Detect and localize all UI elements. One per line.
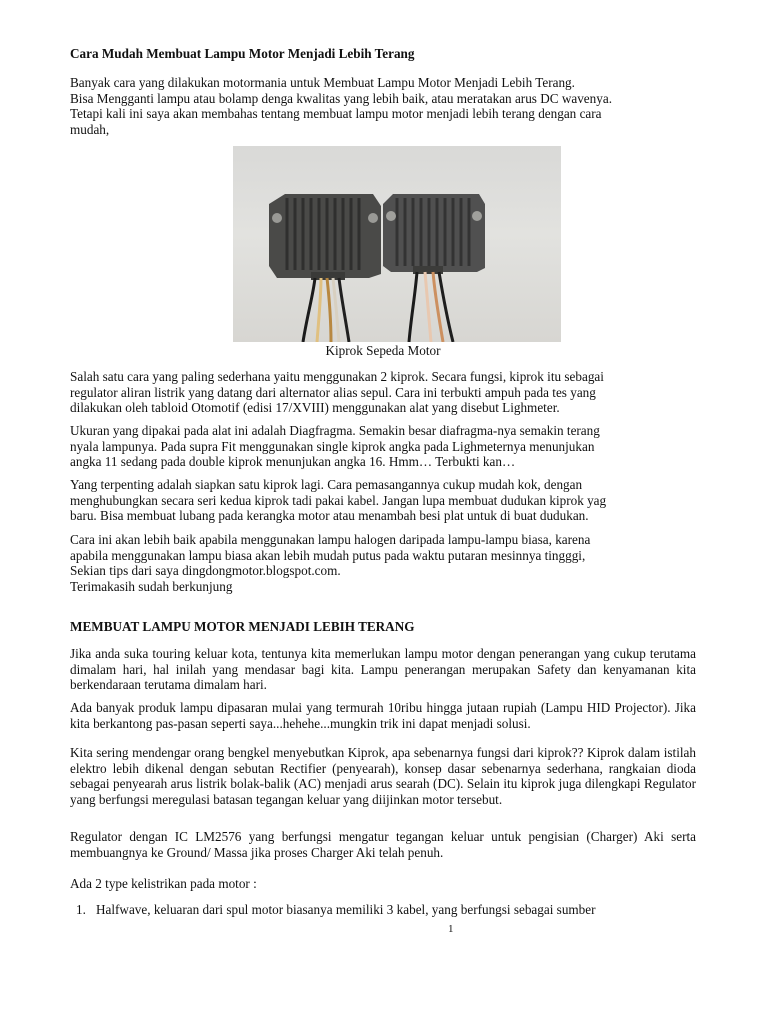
paragraph-text: Kita sering mendengar orang bengkel menyebutkan Kiprok, apa sebenarnya fungsi dari kiprok?? Kiprok dalam istilah elektro lebih dikenal dengan sebutan Rectifier (penyearah), konsep dasar sebenarnya sederhana, rangkaian dioda sebagai penyearah arus listrik bolak-balik (AC) menjadi arus searah (DC). Selain itu kiprok juga dilengkapi Regulator yang berfungsi meregulasi batasan tegangan keluar yang diijinkan motor tersebut. bbox=[70, 745, 696, 807]
text-line: Salah satu cara yang paling sederhana yaitu menggunakan 2 kiprok. Secara fungsi, kiprok itu sebagai bbox=[70, 369, 604, 384]
document-title: Cara Mudah Membuat Lampu Motor Menjadi Lebih Terang bbox=[70, 46, 415, 61]
text-line: Cara ini akan lebih baik apabila menggunakan lampu halogen daripada lampu-lampu biasa, karena bbox=[70, 532, 591, 547]
text-line: Tetapi kali ini saya akan membahas tentang membuat lampu motor menjadi lebih terang dengan cara bbox=[70, 106, 602, 121]
left-regulator bbox=[269, 194, 381, 342]
image-caption: Kiprok Sepeda Motor bbox=[325, 343, 441, 358]
paragraph bbox=[70, 477, 696, 524]
text-line: Sekian tips dari saya dingdongmotor.blogspot.com. bbox=[70, 563, 341, 578]
paragraph-text: Jika anda suka touring keluar kota, tentunya kita memerlukan lampu motor dengan penerangan yang cukup terutama dimalam hari, hal inilah yang mendasar bagi kita. Lampu penerangan merupakan Safety dan kenyamanan kita berkendaraan terutama dimalam hari. bbox=[70, 646, 696, 692]
text-line: Banyak cara yang dilakukan motormania untuk Membuat Lampu Motor Menjadi Lebih Terang. bbox=[70, 75, 575, 90]
list-text: Halfwave, keluaran dari spul motor biasanya memiliki 3 kabel, yang berfungsi sebagai sumber bbox=[96, 902, 596, 917]
text-line: baru. Bisa membuat lubang pada kerangka motor atau menambah besi plat untuk di buat dudukan. bbox=[70, 508, 589, 523]
paragraph bbox=[70, 745, 696, 807]
text-line: angka 11 sedang pada double kiprok menunjukan angka 16. Hmm… Terbukti kan… bbox=[70, 454, 516, 469]
kiprok-photo bbox=[233, 146, 561, 342]
text-line: Bisa Mengganti lampu atau bolamp denga kwalitas yang lebih baik, atau meratakan arus DC wavenya. bbox=[70, 90, 612, 106]
kiprok-illustration bbox=[233, 146, 561, 342]
text-line: nyala lampunya. Pada supra Fit menggunakan single kiprok angka pada Lighmeternya menunjukan bbox=[70, 438, 595, 454]
paragraph-text: Ada banyak produk lampu dipasaran mulai yang termurah 10ribu hingga jutaan rupiah (Lampu HID Projector). Jika kita berkantong pas-pasan seperti saya...hehehe...mungkin trik ini dapat menjadi solusi. bbox=[70, 700, 696, 731]
right-regulator bbox=[383, 194, 485, 342]
paragraph bbox=[70, 369, 696, 416]
paragraph bbox=[70, 423, 696, 470]
text-line: regulator aliran listrik yang datang dari alternator alias sepul. Cara ini terbukti ampuh pada tes yang bbox=[70, 384, 596, 400]
text-line: Yang terpenting adalah siapkan satu kiprok lagi. Cara pemasangannya cukup mudah kok, dengan bbox=[70, 477, 583, 492]
text-line: Terimakasih sudah berkunjung bbox=[70, 578, 233, 594]
list-number: 1. bbox=[76, 902, 86, 917]
page-number: 1 bbox=[448, 923, 454, 935]
text-line: Ada 2 type kelistrikan pada motor : bbox=[70, 876, 257, 891]
paragraph bbox=[70, 700, 696, 731]
paragraph bbox=[70, 532, 696, 594]
text-line: menghubungkan secara seri kedua kiprok tadi pakai kabel. Jangan lupa membuat dudukan kiprok yag bbox=[70, 492, 607, 508]
intro-paragraph bbox=[70, 75, 696, 137]
paragraph bbox=[70, 646, 696, 693]
list-item bbox=[76, 902, 696, 918]
section-heading: MEMBUAT LAMPU MOTOR MENJADI LEBIH TERANG bbox=[70, 619, 415, 634]
paragraph-text: Regulator dengan IC LM2576 yang berfungsi mengatur tegangan keluar untuk pengisian (Charger) Aki serta membuangnya ke Ground/ Massa jika proses Charger Aki telah penuh. bbox=[70, 829, 696, 860]
text-line: dilakukan oleh tabloid Otomotif (edisi 17/XVIII) menggunakan alat yang disebut Lighmeter. bbox=[70, 400, 560, 415]
paragraph bbox=[70, 876, 696, 892]
text-line: Ukuran yang dipakai pada alat ini adalah Diagfragma. Semakin besar diafragma-nya semakin terang bbox=[70, 423, 600, 438]
text-line: apabila menggunakan lampu biasa akan lebih mudah putus pada waktu putaran mesinnya tingggi, bbox=[70, 547, 586, 563]
text-line: mudah, bbox=[70, 121, 110, 137]
paragraph bbox=[70, 829, 696, 860]
